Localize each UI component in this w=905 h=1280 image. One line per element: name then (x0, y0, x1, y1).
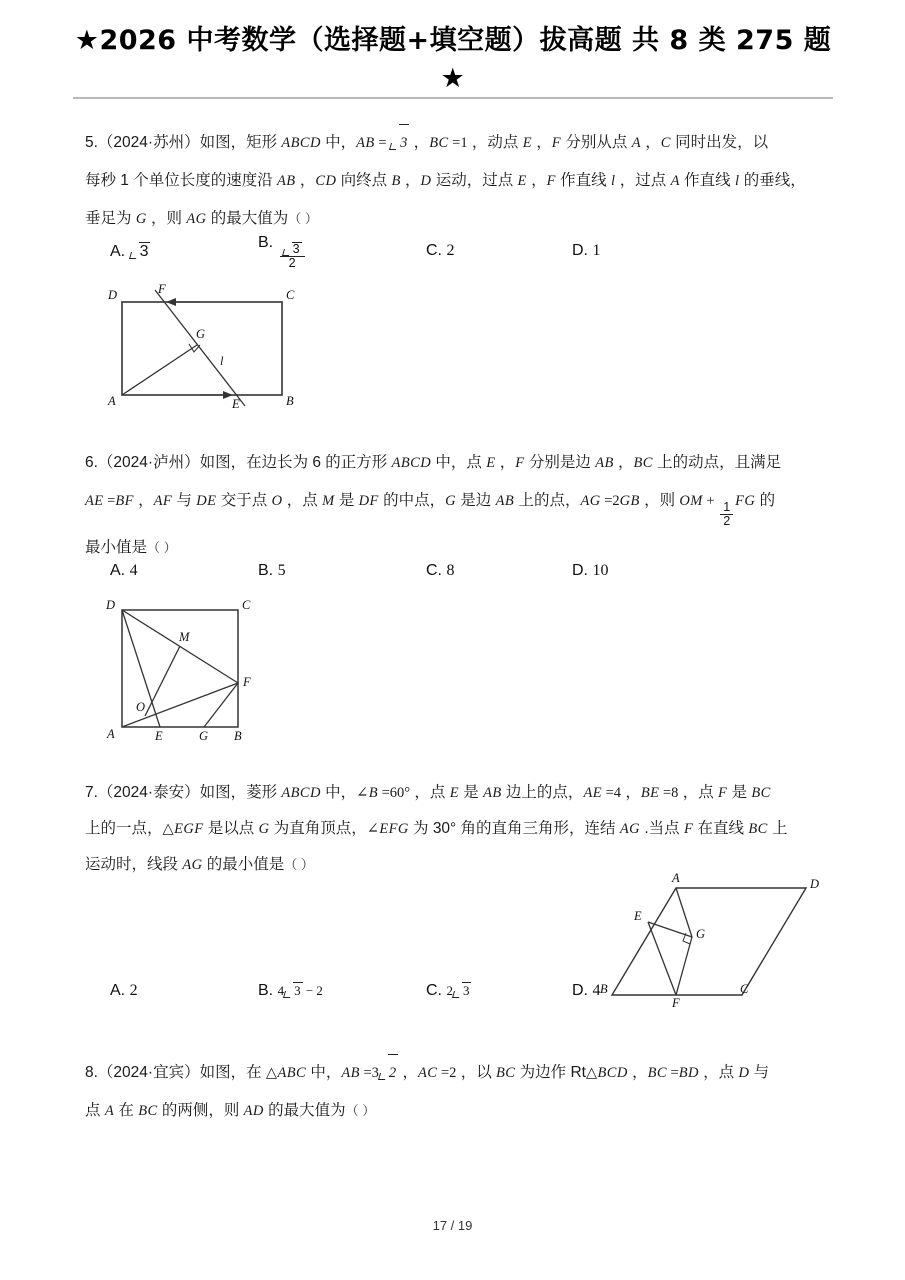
arrow-f-head (166, 298, 176, 306)
q8-l1-sqrt2: 2 (379, 1054, 398, 1092)
q7-option-d[interactable] (572, 982, 600, 1000)
q7-l2-g2: 在直线 (693, 820, 749, 837)
segment-ag (122, 345, 197, 395)
question-7-line-1 (85, 774, 885, 812)
q6-l1-a: 6.（2024·泸州）如图，在边长为 6 的正方形 (85, 454, 392, 471)
q5-l3-c: 的最大值为 (206, 210, 289, 227)
q7-l3-b: 的最小值是 (202, 856, 285, 873)
q6-label-e: E (155, 729, 163, 743)
q7-l2-g: G (258, 821, 270, 837)
q8-l2-aa: A (104, 1103, 115, 1119)
q8-l1-a: 8.（2024·宜宾）如图，在 (85, 1064, 266, 1081)
q5-l3-g: G (135, 211, 147, 227)
q6-l2-k: 的 (755, 492, 776, 509)
q5-label-c: C (286, 288, 295, 302)
q8-l1-c: ， (398, 1064, 418, 1081)
q5-option-a-key: A. (110, 243, 126, 260)
q6-l1-c: ， (495, 454, 516, 471)
q5-option-a[interactable] (110, 242, 150, 261)
q6-l2-half: $\frac{1}{2}$ (720, 501, 733, 529)
q7-l1-d: 是 (458, 784, 484, 801)
question-6-line-1 (85, 444, 885, 482)
q5-l2-bb: B (391, 173, 401, 189)
segment-ag (676, 888, 692, 937)
q7-l1-g: ，点 (678, 784, 719, 801)
q6-l2-o: O (271, 493, 283, 509)
line-l (155, 290, 245, 406)
q7-l2-a: 上的一点， (85, 820, 163, 837)
q6-label-g: G (199, 729, 209, 743)
q7-l2-f: F (683, 821, 694, 837)
q7-l1-eq3: =8 (659, 785, 679, 801)
q6-l1-ab: AB (595, 455, 614, 471)
q5-l1-i: 同时出发，以 (670, 134, 769, 151)
q7-option-d-key: D. (572, 982, 588, 999)
q7-l1-bc: BC (751, 785, 771, 801)
q5-l3-b: ，则 (146, 210, 187, 227)
q6-option-d-key: D. (572, 562, 588, 579)
q8-l2-a: 点 (85, 1102, 105, 1119)
q6-l2-gb: GB (619, 493, 640, 509)
question-5-line-1 (85, 124, 885, 162)
q5-l2-d: ， (400, 172, 421, 189)
q7-option-c-key: C. (426, 982, 442, 999)
q5-l1-h: ， (640, 134, 661, 151)
q7-option-d-value: 4 (592, 982, 601, 999)
q5-l1-a: 5.（2024·苏州）如图，矩形 (85, 134, 282, 151)
q7-label-c: C (740, 982, 749, 996)
q7-label-g: G (696, 927, 706, 941)
q5-option-c-value: 2 (446, 242, 455, 259)
question-5-options (110, 234, 890, 282)
q7-l2-b: 是以点 (203, 820, 259, 837)
q5-l1-eq: = (374, 135, 391, 151)
q5-l1-b: 中， (320, 134, 357, 151)
q7-option-c-value: 2 3 (446, 983, 470, 998)
rect-abcd (122, 302, 282, 395)
q7-l1-eq: =60° (377, 785, 411, 801)
q7-l1-e2: 边上的点， (501, 784, 584, 801)
question-6-line-3 (85, 529, 885, 566)
q5-l1-g: 分别从点 (561, 134, 632, 151)
q5-l2-cd: CD (315, 173, 337, 189)
q5-label-e: E (232, 397, 240, 411)
q6-l2-i: 上的点， (514, 492, 581, 509)
q5-label-a: A (108, 394, 116, 408)
q7-l2-ang: ∠EFG (366, 821, 409, 837)
q5-label-l: l (220, 354, 224, 368)
q7-label-a: A (672, 871, 680, 885)
q5-l3-a: 垂足为 (85, 210, 136, 227)
q8-l2-ad: AD (243, 1103, 264, 1119)
q6-option-d[interactable] (572, 562, 608, 580)
q6-l2-plus: + (702, 493, 719, 509)
q6-l2-m: M (322, 493, 335, 509)
q5-l2-l: l (611, 173, 616, 189)
question-6-options (110, 562, 890, 598)
q6-option-c-value: 8 (446, 562, 455, 579)
question-6-line-2 (85, 482, 885, 529)
q8-answer-blank: （ ） (345, 1103, 376, 1118)
q8-l1-h: 与 (749, 1064, 770, 1081)
q5-label-b: B (286, 394, 294, 408)
q6-l2-df: DF (358, 493, 379, 509)
q7-l2-c: 为直角顶点， (269, 820, 367, 837)
q7-l1-f2: F (718, 785, 728, 801)
q6-l2-ae: AE (85, 493, 104, 509)
q6-option-c-key: C. (426, 562, 442, 579)
q5-label-d: D (108, 288, 118, 302)
q5-l1-d: ，动点 (467, 134, 523, 151)
q6-label-m: M (179, 630, 190, 644)
q5-l2-ab: AB (277, 173, 296, 189)
q8-l1-ab: AB (341, 1065, 360, 1081)
question-5-figure (100, 282, 310, 411)
q6-option-b[interactable] (258, 562, 286, 580)
q6-l2-ab: AB (495, 493, 515, 509)
q5-l1-ab: AB (356, 135, 375, 151)
q7-option-b-key: B. (258, 982, 274, 999)
q7-l3-a: 运动时，线段 (85, 856, 183, 873)
q5-l1-c: ， (409, 134, 430, 151)
q5-l2-g: 作直线 (555, 172, 611, 189)
q6-l2-e: 是 (334, 492, 359, 509)
q7-l2-tri: △EGF (162, 821, 204, 837)
q5-l2-i: 作直线 (679, 172, 735, 189)
q5-label-f: F (158, 282, 166, 296)
q5-l2-f: ， (526, 172, 547, 189)
q5-l2-j: 的垂线， (739, 172, 806, 189)
segment-om (145, 646, 180, 716)
q5-l2-e: 运动，过点 (431, 172, 518, 189)
q6-l1-b: 中，点 (431, 454, 487, 471)
q8-l1-e: 为边作 Rt (515, 1064, 586, 1081)
question-5-line-3 (85, 200, 885, 238)
q5-l1-ff: F (551, 135, 562, 151)
question-7-line-2 (85, 812, 885, 846)
q7-l2-h: 上 (767, 820, 788, 837)
q5-label-g: G (196, 327, 206, 341)
q6-l2-c: 交于点 (216, 492, 272, 509)
q8-l1-rt: △BCD (585, 1065, 628, 1081)
q5-option-b-key: B. (258, 234, 274, 251)
q6-l2-eq2: =2 (600, 493, 620, 509)
question-5-text (85, 124, 885, 238)
q5-option-c-key: C. (426, 242, 442, 259)
q7-option-a-value: 2 (129, 982, 138, 999)
q7-l2-ag: AG (619, 821, 641, 837)
q7-l1-h: 是 (727, 784, 752, 801)
q6-l2-om: OM (679, 493, 703, 509)
question-8-line-1 (85, 1054, 885, 1092)
q7-l1-be: BE (640, 785, 660, 801)
q7-l1-abcd: ABCD (281, 785, 321, 801)
q6-answer-blank: （ ） (147, 539, 177, 555)
q6-l1-e2: ， (613, 454, 634, 471)
question-7-options (110, 982, 890, 1018)
q8-l1-g: ，点 (698, 1064, 739, 1081)
q6-label-f: F (243, 675, 251, 689)
q6-l2-d: ，点 (282, 492, 323, 509)
q7-l2-bc: BC (748, 821, 768, 837)
q7-label-e: E (634, 909, 642, 923)
q8-l2-bc: BC (138, 1103, 158, 1119)
q5-l2-e1: E (517, 173, 527, 189)
q6-l1-bc: BC (633, 455, 653, 471)
q8-l1-bd: BD (678, 1065, 699, 1081)
q5-option-b-value: $\frac{3}{2}$ (280, 242, 305, 271)
q5-l2-l2: l (734, 173, 740, 189)
q6-l2-f: 的中点， (378, 492, 446, 509)
q7-l1-f: ， (621, 784, 641, 801)
q6-l2-a: ， (133, 492, 154, 509)
q8-l1-dd: D (738, 1065, 750, 1081)
q6-option-d-value: 10 (592, 562, 609, 579)
question-8-line-2 (85, 1092, 885, 1130)
q6-l2-de: DE (196, 493, 217, 509)
q5-l2-c: 向终点 (336, 172, 392, 189)
q6-l2-fg: FG (735, 493, 756, 509)
question-8-text (85, 1054, 885, 1130)
q5-option-d-value: 1 (592, 242, 601, 259)
q8-l1-bc: BC (496, 1065, 516, 1081)
q6-l1-f2: 上的动点，且满足 (652, 454, 782, 471)
q6-option-a[interactable] (110, 562, 138, 580)
q6-label-c: C (242, 598, 251, 612)
q5-l1-e: E (522, 135, 532, 151)
q7-l3-ag: AG (182, 857, 203, 873)
q7-option-b[interactable] (258, 982, 323, 1000)
q5-option-d[interactable] (572, 242, 600, 260)
q7-l1-eq2: =4 (601, 785, 622, 801)
q8-l1-ac: AC (417, 1065, 438, 1081)
q6-l1-f: F (515, 455, 525, 471)
rhombus-abcd (612, 888, 806, 995)
q8-l1-f: ， (627, 1064, 648, 1081)
q5-answer-blank: （ ） (288, 211, 318, 226)
q7-l2-d: 为 30° 角的直角三角形，连结 (408, 820, 620, 837)
page-footer: 17 / 19 (432, 1218, 473, 1233)
q5-l1-cc: C (660, 135, 671, 151)
title-divider (73, 97, 833, 99)
question-5-line-2 (85, 162, 885, 200)
q8-l1-eq2: =2 (437, 1065, 457, 1081)
q5-l3-ag: AG (186, 211, 207, 227)
q7-label-b: B (600, 982, 608, 996)
q6-l2-eq: = (103, 493, 116, 509)
q6-l2-g: G (445, 493, 456, 509)
q5-l1-aa: A (631, 135, 641, 151)
q7-answer-blank: （ ） (284, 857, 314, 872)
q7-label-d: D (810, 877, 820, 891)
q5-option-d-key: D. (572, 242, 588, 259)
q6-label-d: D (106, 598, 116, 612)
q5-option-c[interactable] (426, 242, 454, 260)
q8-l1-bc2: BC (647, 1065, 667, 1081)
q6-option-c[interactable] (426, 562, 454, 580)
q6-label-o: O (136, 700, 146, 714)
q5-l2-a: 每秒 1 个单位长度的速度沿 (85, 172, 278, 189)
q8-l2-b: 在 (114, 1102, 139, 1119)
question-6-text (85, 444, 885, 566)
q7-l1-e: E (449, 785, 459, 801)
q6-l2-bf: BF (115, 493, 134, 509)
q8-l1-b: 中， (306, 1064, 342, 1081)
q6-l2-af: AF (153, 493, 173, 509)
q5-option-b[interactable] (258, 234, 307, 271)
q7-option-c[interactable] (426, 982, 471, 1000)
q5-l2-f1: F (546, 173, 556, 189)
question-6-figure (100, 598, 275, 748)
page-title: ★2026 中考数学（选择题+填空题）拔高题 共 8 类 275 题★ (74, 25, 832, 94)
q5-l1-abcd: ABCD (281, 135, 321, 151)
q6-l3-a: 最小值是 (85, 538, 148, 556)
q7-l1-ae: AE (583, 785, 602, 801)
q5-l2-h: ，过点 (615, 172, 671, 189)
q6-l1-abcd: ABCD (391, 455, 432, 471)
q6-l2-ag: AG (580, 493, 601, 509)
q5-l1-eq2: =1 (448, 135, 468, 151)
q7-option-a[interactable] (110, 982, 138, 1000)
q6-option-b-value: 5 (277, 562, 286, 579)
q5-l2-dd: D (420, 173, 432, 189)
q8-l2-c: 的两侧，则 (157, 1102, 244, 1119)
q7-l2-e: .当点 (640, 820, 684, 837)
q7-l1-angb: ∠B (356, 785, 378, 801)
q7-l1-a: 7.（2024·泰安）如图，菱形 (85, 784, 282, 801)
q5-l1-bc: BC (429, 135, 449, 151)
q7-l1-b: 中， (320, 784, 357, 801)
q8-l1-eq3: = (666, 1065, 679, 1081)
q8-l1-d: ，以 (456, 1064, 497, 1081)
q6-option-a-key: A. (110, 562, 126, 579)
q6-l2-h: 是边 (456, 492, 496, 509)
q5-l2-a1: A (670, 173, 680, 189)
q5-l1-sqrt3: 3 (390, 124, 409, 162)
q5-option-a-value: 3 (130, 242, 151, 261)
q8-l1-tri: △ABC (265, 1065, 307, 1081)
q7-option-b-value: 4 3 − 2 (277, 983, 323, 998)
q6-l2-b: 与 (172, 492, 197, 509)
q7-label-f: F (672, 996, 680, 1010)
q6-label-b: B (234, 729, 242, 743)
q6-l1-d: 分别是边 (524, 454, 596, 471)
q5-l2-b: ， (295, 172, 316, 189)
q7-option-a-key: A. (110, 982, 126, 999)
q8-l1-eq: =3 (359, 1065, 379, 1081)
q7-l1-c: ，点 (410, 784, 450, 801)
q6-l2-j: ，则 (639, 492, 680, 509)
q6-option-b-key: B. (258, 562, 274, 579)
q6-label-a: A (107, 727, 115, 741)
q7-l1-ab: AB (483, 785, 502, 801)
q6-l1-e: E (486, 455, 496, 471)
q6-option-a-value: 4 (129, 562, 138, 579)
q5-l1-f: ， (531, 134, 552, 151)
q8-l2-d: 的最大值为 (263, 1102, 346, 1119)
